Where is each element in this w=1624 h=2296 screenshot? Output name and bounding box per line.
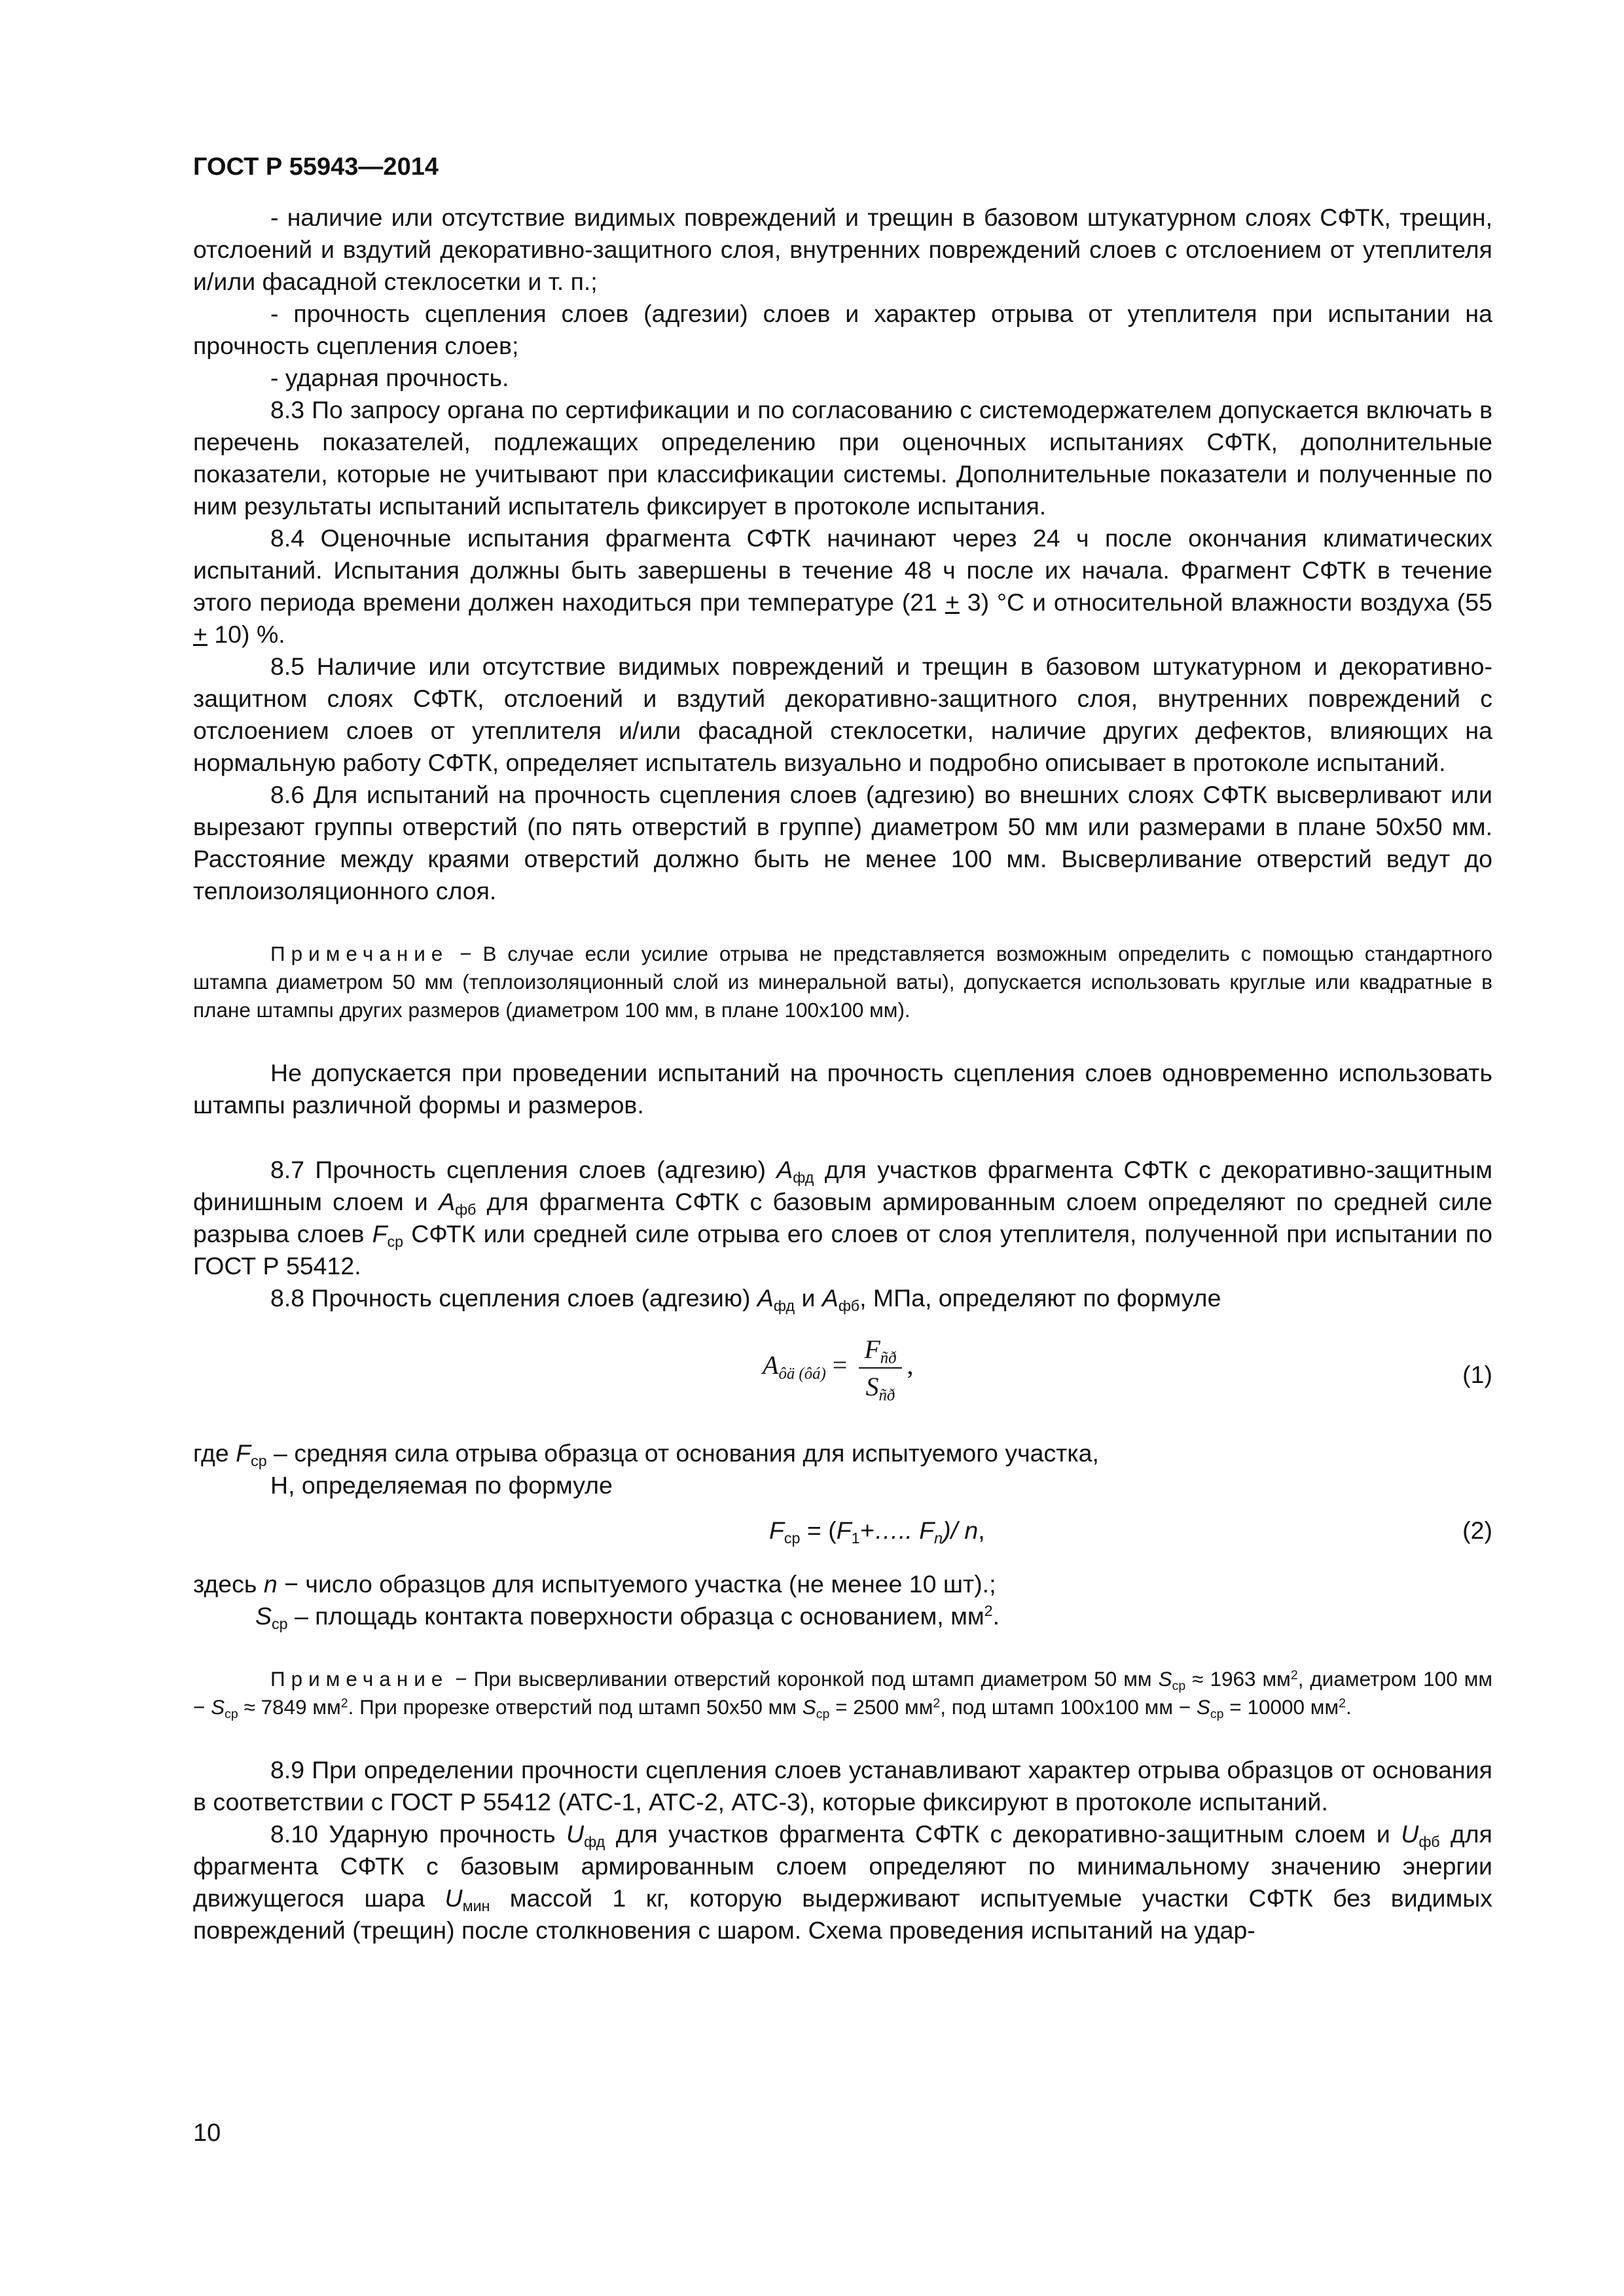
symbol-u: U <box>1401 1820 1419 1848</box>
paragraph-text: , МПа, определяют по формуле <box>859 1284 1221 1312</box>
subscript: ср <box>251 1452 267 1469</box>
symbol-n: n <box>263 1570 278 1598</box>
symbol-s: S <box>1196 1695 1210 1719</box>
symbol-a: А <box>757 1284 774 1312</box>
where-continuation: Н, определяемая по формуле <box>270 1471 613 1499</box>
formula-symbol: F <box>919 1516 935 1544</box>
list-item: - ударная прочность. <box>270 364 509 391</box>
symbol-a: А <box>821 1284 839 1312</box>
note-text: ≈ 7849 мм <box>238 1695 341 1719</box>
formula-subscript: ср <box>784 1529 801 1547</box>
formula-symbol: n <box>964 1516 979 1544</box>
paragraph-text: для участков фрагмента СФТК с декоративно-защитным финишным слоем и <box>193 1156 1492 1215</box>
subscript: фб <box>455 1200 477 1218</box>
subscript: ср <box>387 1232 404 1250</box>
symbol-s: S <box>255 1602 272 1630</box>
fraction-numerator <box>859 1334 901 1369</box>
subscript: ср <box>1172 1678 1186 1693</box>
paragraph-8-7 <box>193 1154 1492 1282</box>
superscript: 2 <box>1339 1696 1346 1711</box>
formula-2-row <box>193 1511 1492 1556</box>
note-text: . При прорезке отверстий под штамп 50x50 мм <box>348 1695 803 1719</box>
formula-symbol: F <box>864 1335 880 1364</box>
note-text: . <box>1345 1695 1352 1719</box>
subscript: фд <box>584 1833 605 1850</box>
paragraph-text: 8.4 Оценочные испытания фрагмента СФТК начинают через 24 ч после окончания климатических испытаний. Испытания должны быть завершены в течение 48 ч после их начала. Фрагмент СФТК в течение этого периода времени должен находиться при температуре (21 <box>193 524 1492 616</box>
formula-subscript: 1 <box>851 1529 860 1547</box>
fraction-denominator <box>859 1369 901 1405</box>
paragraph-text: 8.10 Ударную прочность <box>270 1820 567 1848</box>
paragraph-text: СФТК или средней силе отрыва его слоев от слоя утеплителя, полученной при испытании по ГОСТ Р 55412. <box>193 1220 1492 1280</box>
note-1 <box>193 940 1492 1024</box>
spacer <box>193 1121 1492 1154</box>
formula-number: (1) <box>1462 1361 1492 1388</box>
paragraph-text: – площадь контакта поверхности образца с основанием, мм <box>287 1602 984 1630</box>
formula-subscript: ñð <box>880 1349 897 1367</box>
paragraph-text: 3) °С и относительной влажности воздуха (55 <box>959 588 1492 616</box>
note-text: ≈ 1963 мм <box>1185 1667 1291 1691</box>
paragraph-8-10 <box>193 1818 1492 1946</box>
formula-2 <box>769 1515 985 1547</box>
paragraph-text: здесь <box>193 1570 264 1598</box>
subscript: ср <box>1210 1706 1224 1721</box>
paragraph-text: где <box>193 1439 236 1467</box>
where-line <box>193 1437 1492 1469</box>
subscript: ср <box>225 1706 238 1721</box>
note-text: = 2500 мм <box>829 1695 933 1719</box>
paragraph-text: 10) %. <box>207 620 285 648</box>
note-2 <box>193 1665 1492 1721</box>
note-text: , под штамп 100x100 мм − <box>940 1695 1197 1719</box>
formula-text: )/ <box>943 1516 965 1544</box>
paragraph-text: 8.8 Прочность сцепления слоев (адгезию) <box>270 1284 757 1312</box>
paragraph-text: . <box>992 1602 1000 1630</box>
subscript: фб <box>1418 1833 1440 1850</box>
subscript: фд <box>793 1168 814 1186</box>
symbol-s: S <box>211 1695 225 1719</box>
fraction <box>859 1334 901 1405</box>
formula-subscript: ñð <box>878 1386 895 1405</box>
paragraph-8-8 <box>193 1282 1492 1314</box>
superscript: 2 <box>933 1696 941 1711</box>
note-text: , диаметром 100 мм − <box>193 1667 1493 1719</box>
paragraph-text: для участков фрагмента СФТК с декоративно-защитным слоем и <box>605 1820 1401 1848</box>
list-item: - наличие или отсутствие видимых повреждений и трещин в базовом штукатурном слоях СФТК, трещин, отслоений и вздутий декоративно-защитного слоя, внутренних повреждений слоев с отслоением от утеплителя и/или фасадной стеклосетки и т. п.; <box>193 204 1492 295</box>
superscript: 2 <box>1290 1668 1298 1683</box>
superscript: 2 <box>340 1696 348 1711</box>
formula-symbol: S <box>865 1372 879 1401</box>
paragraph-8-4 <box>193 522 1492 651</box>
symbol-u: U <box>566 1820 585 1848</box>
paragraph-8-5: 8.5 Наличие или отсутствие видимых повреждений и трещин в базовом штукатурном и декоративно-защитном слоях СФТК, отслоений и вздутий декоративно-защитного слоя, внутренних повреждений с отслоением слоев от утеплителя и/или фасадной стеклосетки, наличие других дефектов, влияющих на нормальную работу СФТК, определяет испытатель визуально и подробно описывает в протоколе испытаний. <box>193 653 1492 776</box>
paragraph-text: для фрагмента СФТК с базовым армированным слоем определяют по средней силе разрыва слоев <box>193 1188 1493 1247</box>
symbol-u: U <box>444 1884 463 1912</box>
spacer <box>193 1721 1492 1754</box>
document-page <box>193 151 1492 1946</box>
paragraph-text: массой 1 кг, которую выдерживают испытуемые участки СФТК без видимых повреждений (трещин) после столкновения с шаром. Схема проведения испытаний на удар- <box>193 1884 1492 1944</box>
note-heading: Примечание <box>270 1667 449 1691</box>
formula-number: (2) <box>1462 1516 1492 1544</box>
document-header: ГОСТ Р 55943—2014 <box>193 153 439 181</box>
subscript: фд <box>773 1297 795 1314</box>
formula-lhs: A <box>763 1350 779 1380</box>
superscript: 2 <box>984 1602 993 1620</box>
paragraph-text: − число образцов для испытуемого участка (не менее 10 шт).; <box>277 1570 996 1598</box>
paragraph-text: и <box>795 1284 822 1312</box>
symbol-s: S <box>802 1695 816 1719</box>
subscript: ср <box>272 1615 288 1632</box>
paragraph-8-3: 8.3 По запросу органа по сертификации и по согласованию с системодержателем допускается включать в перечень показателей, подлежащих определению при оценочных испытаниях СФТК, дополнительные показатели, которые не учитывают при классификации системы. Дополнительные показатели и полученные по ним результаты испытаний испытатель фиксирует в протоколе испытания. <box>193 396 1492 520</box>
formula-comma: , <box>978 1516 985 1544</box>
symbol-f: F <box>236 1439 251 1467</box>
here-line <box>193 1568 1492 1600</box>
formula-text: = ( <box>800 1516 837 1544</box>
note-text: = 10000 мм <box>1223 1695 1339 1719</box>
paragraph-8-6: 8.6 Для испытаний на прочность сцепления слоев (адгезию) во внешних слоях СФТК высверливают или вырезают группы отверстий (по пять отверстий в группе) диаметром 50 мм или размерами в плане 50x50 мм. Расстояние между краями отверстий должно быть не менее 100 мм. Высверливание отверстий ведут до теплоизоляционного слоя. <box>193 781 1492 905</box>
spacer <box>193 1024 1492 1057</box>
paragraph-8-9: 8.9 При определении прочности сцепления слоев устанавливают характер отрыва образцов от основания в соответствии с ГОСТ Р 55412 (АТС-1, АТС-2, АТС-3), которые фиксируют в протоколе испытаний. <box>193 1756 1492 1816</box>
formula-comma: , <box>907 1350 914 1380</box>
symbol-f: F <box>372 1220 388 1247</box>
spacer <box>193 1632 1492 1665</box>
paragraph-text: 8.7 Прочность сцепления слоев (адгезию) <box>270 1156 777 1183</box>
formula-subscript: ôä (ôá) <box>778 1365 826 1383</box>
list-item: - прочность сцепления слоев (адгезии) слоев и характер отрыва от утеплителя при испытании на прочность сцепления слоев; <box>193 300 1492 359</box>
formula-subscript: n <box>934 1529 943 1547</box>
paragraph-stamps: Не допускается при проведении испытаний на прочность сцепления слоев одновременно использовать штампы различной формы и размеров. <box>193 1059 1492 1119</box>
spacer <box>193 907 1492 940</box>
symbol-a: А <box>776 1156 793 1183</box>
subscript: мин <box>462 1897 490 1914</box>
plus-minus-sign: + <box>945 588 960 616</box>
formula-1: $A_{ôä (ôá)}$ = $\frac{F_{ñð}}{S_{ñð}}$ , <box>763 1335 914 1405</box>
subscript: фб <box>838 1297 860 1314</box>
paragraph-text: для фрагмента СФТК с базовым армированным слоем определяют по минимальному значению энергии движущегося шара <box>193 1820 1492 1912</box>
symbol-s: S <box>1158 1667 1172 1691</box>
formula-1-row <box>193 1327 1492 1426</box>
paragraph-text: – средняя сила отрыва образца от основания для испытуемого участка, <box>266 1439 1099 1467</box>
page-number: 10 <box>193 2119 221 2147</box>
formula-text: +….. <box>859 1516 920 1544</box>
plus-minus-sign: + <box>193 620 208 648</box>
here-continuation <box>193 1600 1492 1632</box>
symbol-a: А <box>439 1188 456 1215</box>
note-text: − При высверливании отверстий коронкой под штамп диаметром 50 мм <box>448 1667 1159 1691</box>
subscript: ср <box>816 1706 830 1721</box>
formula-symbol: F <box>836 1516 852 1544</box>
note-heading: Примечание <box>270 942 449 965</box>
note-text: − В случае если усилие отрыва не представляется возможным определить с помощью стандартного штампа диаметром 50 мм (теплоизоляционный слой из минеральной ваты), допускается использовать круглые или квадратные в плане штампы других размеров (диаметром 100 мм, в плане 100x100 мм). <box>193 942 1492 1022</box>
formula-symbol: F <box>769 1516 784 1544</box>
